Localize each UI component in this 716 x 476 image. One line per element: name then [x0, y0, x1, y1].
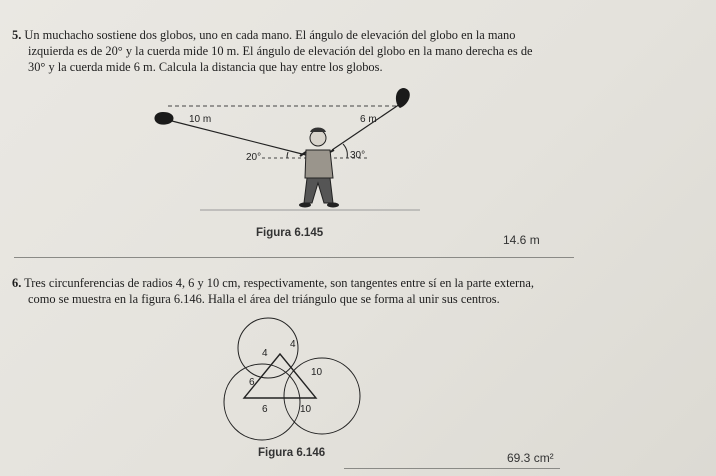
left-angle-label: 20° — [246, 152, 262, 163]
problem-5-number: 5. — [12, 28, 22, 42]
label-top-right: 4 — [290, 339, 296, 350]
label-top-left: 4 — [262, 348, 268, 359]
problem-5-line-2: izquierda es de 20° y la cuerda mide 10 m. El ángulo de elevación del globo en la mano derecha es de — [28, 44, 533, 58]
problem-5-answer: 14.6 m — [503, 233, 540, 247]
label-bottom-left: 6 — [262, 404, 268, 415]
problem-6-number: 6. — [12, 276, 22, 290]
problem-5-text-1: Un muchacho sostiene dos globos, uno en cada mano. El ángulo de elevación del globo en la mano — [24, 28, 516, 42]
right-length-label: 6 m — [360, 114, 377, 125]
left-length-label: 10 m — [189, 114, 212, 125]
problem-6-text-1: Tres circunferencias de radios 4, 6 y 10 cm, respectivamente, son tangentes entre sí en la parte externa, — [24, 276, 534, 290]
label-right: 10 — [311, 367, 323, 378]
problem-6-line-2: como se muestra en la figura 6.146. Halla el área del triángulo que se forma al unir sus centros. — [28, 292, 500, 306]
problem-5-line-3: 30° y la cuerda mide 6 m. Calcula la distancia que hay entre los globos. — [28, 60, 383, 74]
label-left: 6 — [249, 377, 255, 388]
answer-underline — [344, 468, 560, 469]
right-angle-label: 30° — [350, 150, 366, 161]
label-bottom-right: 10 — [300, 404, 312, 415]
figure-6-146-caption: Figura 6.146 — [258, 447, 326, 459]
figure-6-145-caption: Figura 6.145 — [256, 227, 324, 239]
problem-6-answer: 69.3 cm² — [507, 451, 554, 465]
